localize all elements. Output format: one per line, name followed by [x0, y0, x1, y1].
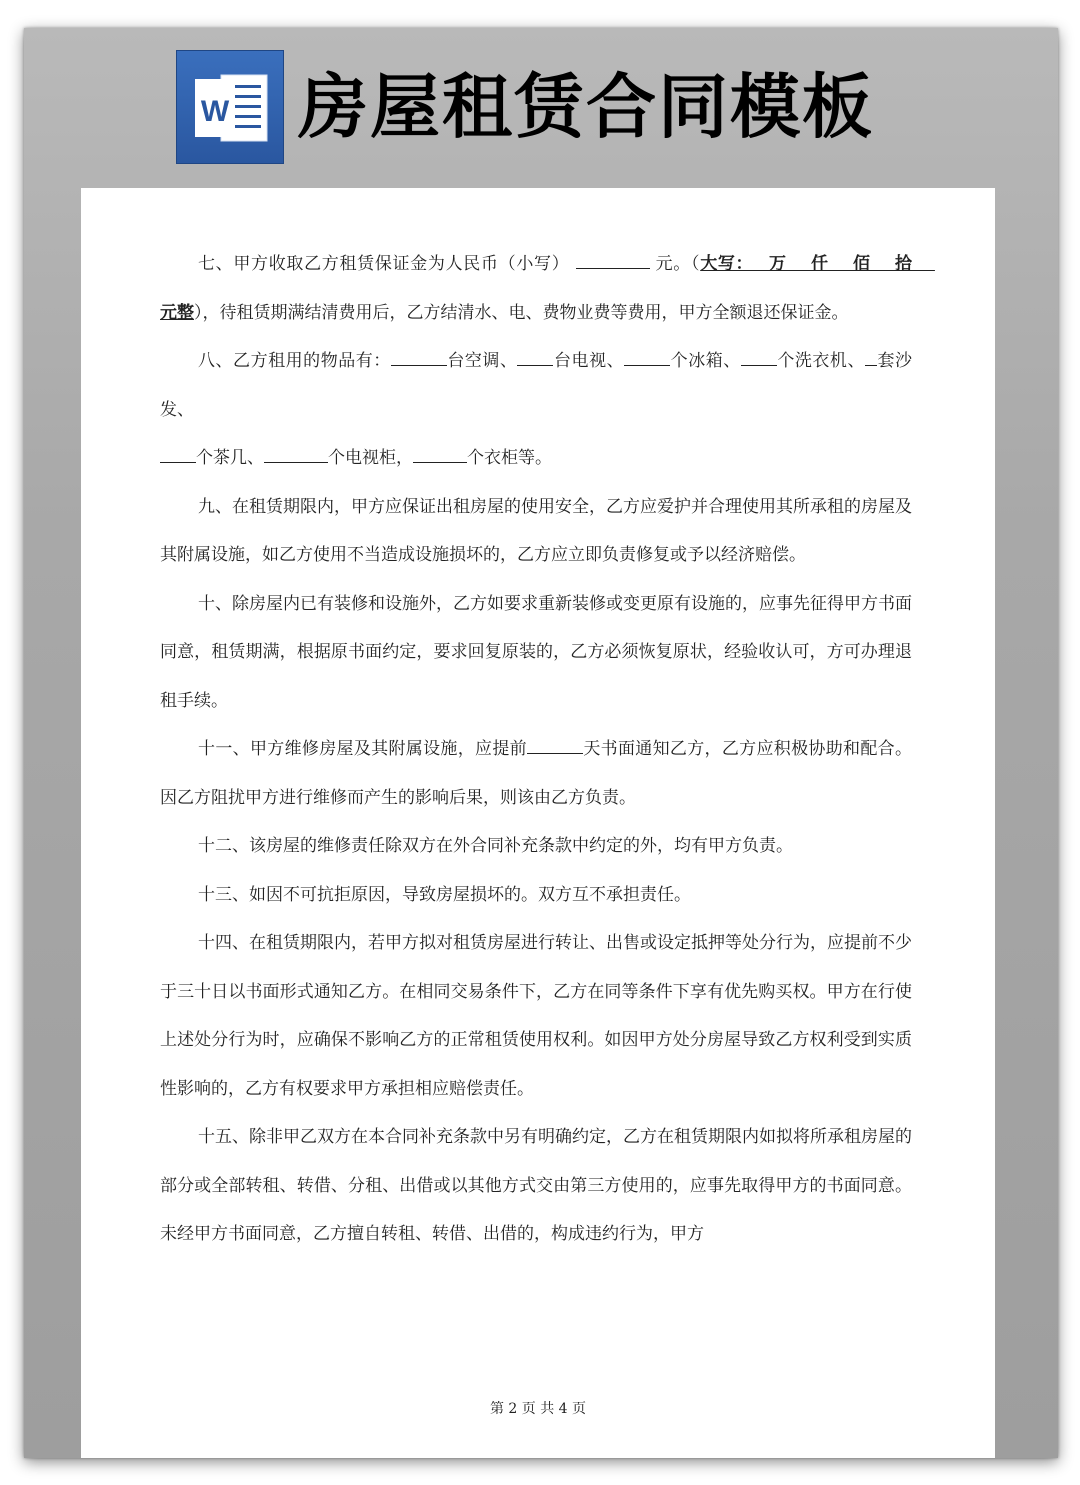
header-banner: [24, 28, 1058, 188]
document-frame: [24, 28, 1058, 1458]
clause-11: 十一、甲方维修房屋及其附属设施，应提前 天书面通知乙方，乙方应积极协助和配合。因乙方阻扰甲方进行维修而产生的影响后果，则该由乙方负责。: [160, 725, 912, 822]
document-page: [81, 188, 995, 1458]
blank-tv-count: [517, 348, 553, 366]
clause-14: 十四、在租赁期限内，若甲方拟对租赁房屋进行转让、出售或设定抵押等处分行为，应提前不少于三十日以书面形式通知乙方。在相同交易条件下，乙方在同等条件下享有优先购买权。甲方在行使上述处分行为时，应确保不影响乙方的正常租赁使用权利。如因甲方处分房屋导致乙方权利受到实质性影响的，乙方有权要求甲方承担相应赔偿责任。: [160, 933, 912, 1099]
blank-washer-count: [741, 348, 777, 366]
blank-deposit-amount: [576, 251, 650, 269]
blank-fridge-count: [624, 348, 670, 366]
clause-12: 十二、该房屋的维修责任除双方在外合同补充条款中约定的外，均有甲方负责。: [198, 836, 793, 856]
clause-7: 七、甲方收取乙方租赁保证金为人民币（小写） 元。（大写： 万 仟 佰 拾 元整），待租赁期满结清费用后，乙方结清水、电、费物业费等费用，甲方全额退还保证金。: [160, 240, 912, 337]
document-body: [160, 240, 935, 1259]
clause-13: 十三、如因不可抗拒原因，导致房屋损坏的。双方互不承担责任。: [198, 884, 691, 905]
page-number-footer: 第 2 页 共 4 页: [489, 1401, 587, 1417]
clause-9: 九、在租赁期限内，甲方应保证出租房屋的使用安全，乙方应爱护并合理使用其所承租的房屋及其附属设施，如乙方使用不当造成设施损坏的，乙方应立即负责修复或予以经济赔偿。: [160, 496, 912, 565]
word-logo-graphic: [177, 51, 285, 165]
word-document-icon: [176, 50, 284, 164]
clause-10: 十、除房屋内已有装修和设施外，乙方如要求重新装修或变更原有设施的，应事先征得甲方书面同意，租赁期满，根据原书面约定，要求回复原装的，乙方必须恢复原状，经验收认可，方可办理退租手续。: [160, 593, 912, 711]
blank-sofa-count: [865, 348, 877, 366]
blank-wardrobe-count: [413, 445, 467, 463]
deposit-uppercase-amount: 大写： 万 仟 佰 拾 元整: [160, 254, 935, 323]
clause-8: 八、乙方租用的物品有： 台空调、 台电视、 个冰箱、 个洗衣机、 套沙发、: [160, 337, 912, 434]
blank-tv-cabinet-count: [264, 445, 328, 463]
clause-15: 十五、除非甲乙双方在本合同补充条款中另有明确约定，乙方在租赁期限内如拟将所承租房屋的部分或全部转租、转借、分租、出借或以其他方式交由第三方使用的，应事先取得甲方的书面同意。未经甲方书面同意，乙方擅自转租、转借、出借的，构成违约行为，甲方: [160, 1127, 912, 1244]
page-title: 房屋租赁合同模板: [298, 66, 874, 148]
blank-tea-table-count: [160, 445, 196, 463]
clause-8-continued: 个茶几、 个电视柜， 个衣柜等。: [160, 434, 912, 483]
word-logo-letter: W: [200, 95, 230, 128]
blank-aircon-count: [391, 348, 447, 366]
blank-notice-days: [527, 736, 583, 754]
